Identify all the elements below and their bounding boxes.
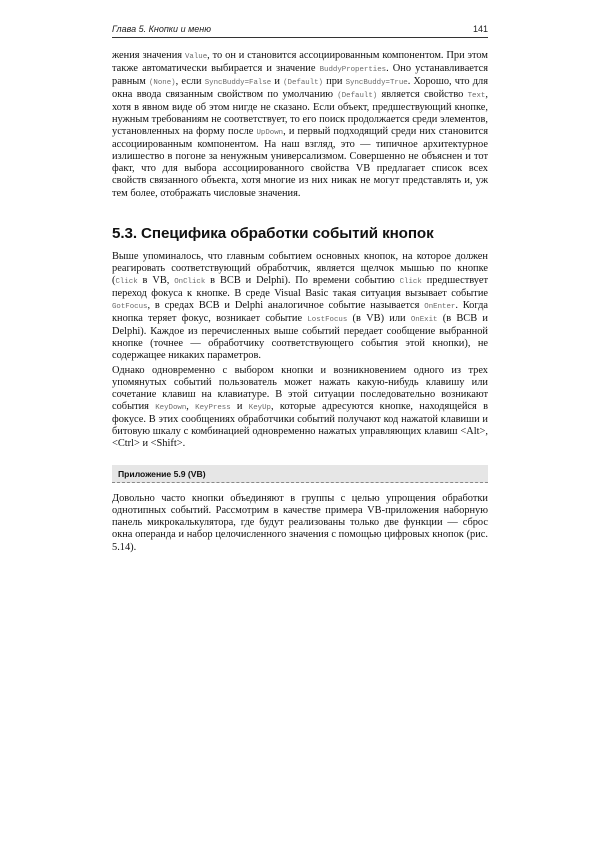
- code-buddyproperties: BuddyProperties: [319, 66, 387, 75]
- code-keyup: KeyUp: [248, 404, 271, 413]
- listing-label: Приложение 5.9 (VB): [118, 469, 206, 480]
- code-syncbuddy-true: SyncBuddy=True: [345, 79, 408, 88]
- code-none: (None): [148, 79, 176, 88]
- code-lostfocus: LostFocus: [307, 315, 348, 324]
- code-syncbuddy-false: SyncBuddy=False: [204, 79, 272, 88]
- code-onclick: OnClick: [174, 277, 206, 286]
- code-value: Value: [184, 53, 208, 61]
- code-click: Click: [115, 277, 138, 286]
- code-default: (Default): [337, 92, 378, 101]
- code-keypress: KeyPress: [195, 404, 231, 413]
- code-onenter: OnEnter: [424, 302, 456, 311]
- paragraph-button-groups: Довольно часто кнопки объединяют в группы с целью упрощения обработки однотипных событий. Рассмотрим в качестве примера VB-приложения наборную панель микрокалькулятора, где будут реализованы только две функции — сброс окна операнда и набор целочисленного значения с помощью цифровых кнопок (рис. 5.14).: [112, 493, 488, 553]
- code-gotfocus: GotFocus: [112, 302, 148, 311]
- paragraph-button-events: Выше упоминалось, что главным событием основных кнопок, на которое должен реагировать соответствующий обработчик, является щелчок мышью по кнопке (Click в VB, OnClick в BCB и Delphi). По времени событию Click предшествует переход фокуса к кнопке. В среде Visual Basic такая ситуация вызывает событие GotFocus, в средах BCB и Delphi аналогичное событие называется OnEnter. Когда кнопка теряет фокус, возникает событие LostFocus (в VB) или OnExit (в BCB и Delphi). Каждое из перечисленных выше событий передает сообщение выбранной кнопке (точнее — обработчику соответствующего события этой кнопки), не содержащее никаких параметров.: [112, 250, 488, 361]
- chapter-title: Глава 5. Кнопки и меню: [112, 24, 211, 34]
- paragraph-updown-buddy: жения значения Value, то он и становится ассоциированным компонентом. При этом также автоматически выбирается и значение BuddyProperties. Оно устанавливается равным (None), если SyncBuddy=False и (Default) при SyncBuddy=True. Хорошо, что для окна ввода связанным свойством по умолчанию (Default) является свойство Text, хотя в явном виде об этом нигде не сказано. Если объект, предшествующий кнопке, нужным требованиям не соответствует, то его поиск продолжается среди элементов, установленных на форму после UpDown, и первый подходящий среди них становится ассоциированным компонентом. На наш взгляд, это — типичное архитектурное излишество в погоне за ненужным универсализмом. Совершенно не объяснен и тот факт, что для выбора ассоциированного свойства VB предлагает список всех свойств связанного объекта, хотя многие из них никак не могут представлять и, уж тем более, отображать числовые значения.: [112, 50, 488, 199]
- section-heading: 5.3. Специфика обработки событий кнопок: [112, 224, 434, 242]
- code-keydown: KeyDown: [155, 404, 187, 413]
- code-onexit: OnExit: [410, 315, 438, 324]
- running-header: [112, 24, 488, 38]
- code-default: (Default): [283, 79, 323, 88]
- code-text: Text: [467, 92, 486, 101]
- listing-label-box: [112, 465, 488, 483]
- book-page: [112, 24, 488, 554]
- paragraph-key-events: Однако одновременно с выбором кнопки и возникновением одного из трех упомянутых событий пользователь может нажать какую-нибудь клавишу или сочетание клавиш на клавиатуре. В этой ситуации последовательно возникают события KeyDown, KeyPress и KeyUp, которые адресуются кнопке, находящейся в фокусе. В этих сообщениях обработчики событий получают код нажатой клавиши и битовую шкалу с комбинацией одновременно нажатых управляющих клавиш <Alt>, <Ctrl> и <Shift>.: [112, 364, 488, 450]
- code-updown: UpDown: [256, 129, 284, 138]
- page-number: 141: [472, 24, 488, 34]
- code-click: Click: [399, 277, 422, 286]
